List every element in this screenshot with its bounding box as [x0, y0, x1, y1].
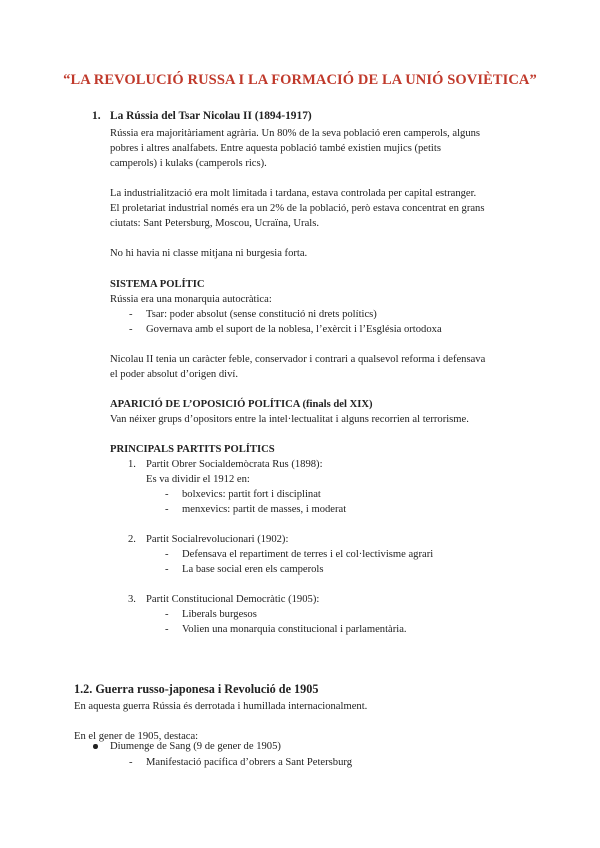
- dash-marker: -: [129, 757, 133, 768]
- dash-marker: -: [165, 564, 169, 575]
- list-number: 3.: [128, 594, 136, 605]
- paragraph-line: pobres i altres analfabets. Entre aquesta població també existien mujics (petits: [110, 143, 441, 154]
- section-number: 1.: [92, 110, 101, 122]
- list-item: menxevics: partit de masses, i moderat: [182, 504, 347, 515]
- dash-marker: -: [165, 489, 169, 500]
- paragraph-line: El proletariat industrial només era un 2% de la població, però estava concentrat en grans: [110, 203, 485, 214]
- list-item: Tsar: poder absolut (sense constitució ni drets polítics): [146, 309, 377, 320]
- dash-marker: -: [129, 324, 133, 335]
- section-heading: La Rússia del Tsar Nicolau II (1894-1917): [110, 110, 312, 122]
- list-item: Manifestació pacífica d’obrers a Sant Petersburg: [146, 757, 353, 768]
- subsection-heading: SISTEMA POLÍTIC: [110, 279, 205, 290]
- paragraph-line: Es va dividir el 1912 en:: [146, 474, 250, 485]
- list-item: La base social eren els camperols: [182, 564, 324, 575]
- paragraph-line: Nicolau II tenia un caràcter feble, conservador i contrari a qualsevol reforma i defensava: [110, 354, 486, 365]
- dash-marker: -: [165, 504, 169, 515]
- paragraph-line: el poder absolut d’origen diví.: [110, 369, 238, 380]
- list-item: Diumenge de Sang (9 de gener de 1905): [110, 741, 281, 752]
- party-name: Partit Socialrevolucionari (1902):: [146, 534, 289, 545]
- list-item: Defensava el repartiment de terres i el col·lectivisme agrari: [182, 549, 434, 560]
- list-item: Liberals burgesos: [182, 609, 257, 620]
- dash-marker: -: [129, 309, 133, 320]
- paragraph-line: En aquesta guerra Rússia és derrotada i humillada internacionalment.: [74, 701, 368, 712]
- list-item: Governava amb el suport de la noblesa, l’exèrcit i l’Església ortodoxa: [146, 324, 442, 335]
- paragraph-line: Rússia era una monarquia autocràtica:: [110, 294, 272, 305]
- subsection-heading: APARICIÓ DE L’OPOSICIÓ POLÍTICA (finals del XIX): [110, 399, 373, 410]
- paragraph-line: En el gener de 1905, destaca:: [74, 731, 199, 742]
- document-title: “LA REVOLUCIÓ RUSSA I LA FORMACIÓ DE LA UNIÓ SOVIÈTICA”: [63, 72, 537, 88]
- party-name: Partit Obrer Socialdemòcrata Rus (1898):: [146, 459, 323, 470]
- dash-marker: -: [165, 624, 169, 635]
- paragraph-line: Van néixer grups d’opositors entre la intel·lectualitat i alguns recorrien al terrorisme.: [110, 414, 469, 425]
- section-heading: 1.2. Guerra russo-japonesa i Revolució de 1905: [74, 682, 319, 696]
- dash-marker: -: [165, 549, 169, 560]
- paragraph-line: La industrialització era molt limitada i tardana, estava controlada per capital estranger.: [110, 188, 477, 199]
- bullet-marker: [93, 744, 98, 749]
- list-number: 2.: [128, 534, 136, 545]
- paragraph-line: camperols) i kulaks (camperols rics).: [110, 158, 267, 169]
- party-name: Partit Constitucional Democràtic (1905):: [146, 594, 320, 605]
- paragraph-line: Rússia era majoritàriament agrària. Un 80% de la seva població eren camperols, alguns: [110, 128, 481, 139]
- list-item: Volien una monarquia constitucional i parlamentària.: [182, 624, 407, 635]
- dash-marker: -: [165, 609, 169, 620]
- subsection-heading: PRINCIPALS PARTITS POLÍTICS: [110, 444, 275, 455]
- list-item: bolxevics: partit fort i disciplinat: [182, 489, 321, 500]
- list-number: 1.: [128, 459, 136, 470]
- paragraph-line: ciutats: Sant Petersburg, Moscou, Ucraïna, Urals.: [110, 218, 319, 229]
- paragraph-line: No hi havia ni classe mitjana ni burgesia forta.: [110, 248, 308, 259]
